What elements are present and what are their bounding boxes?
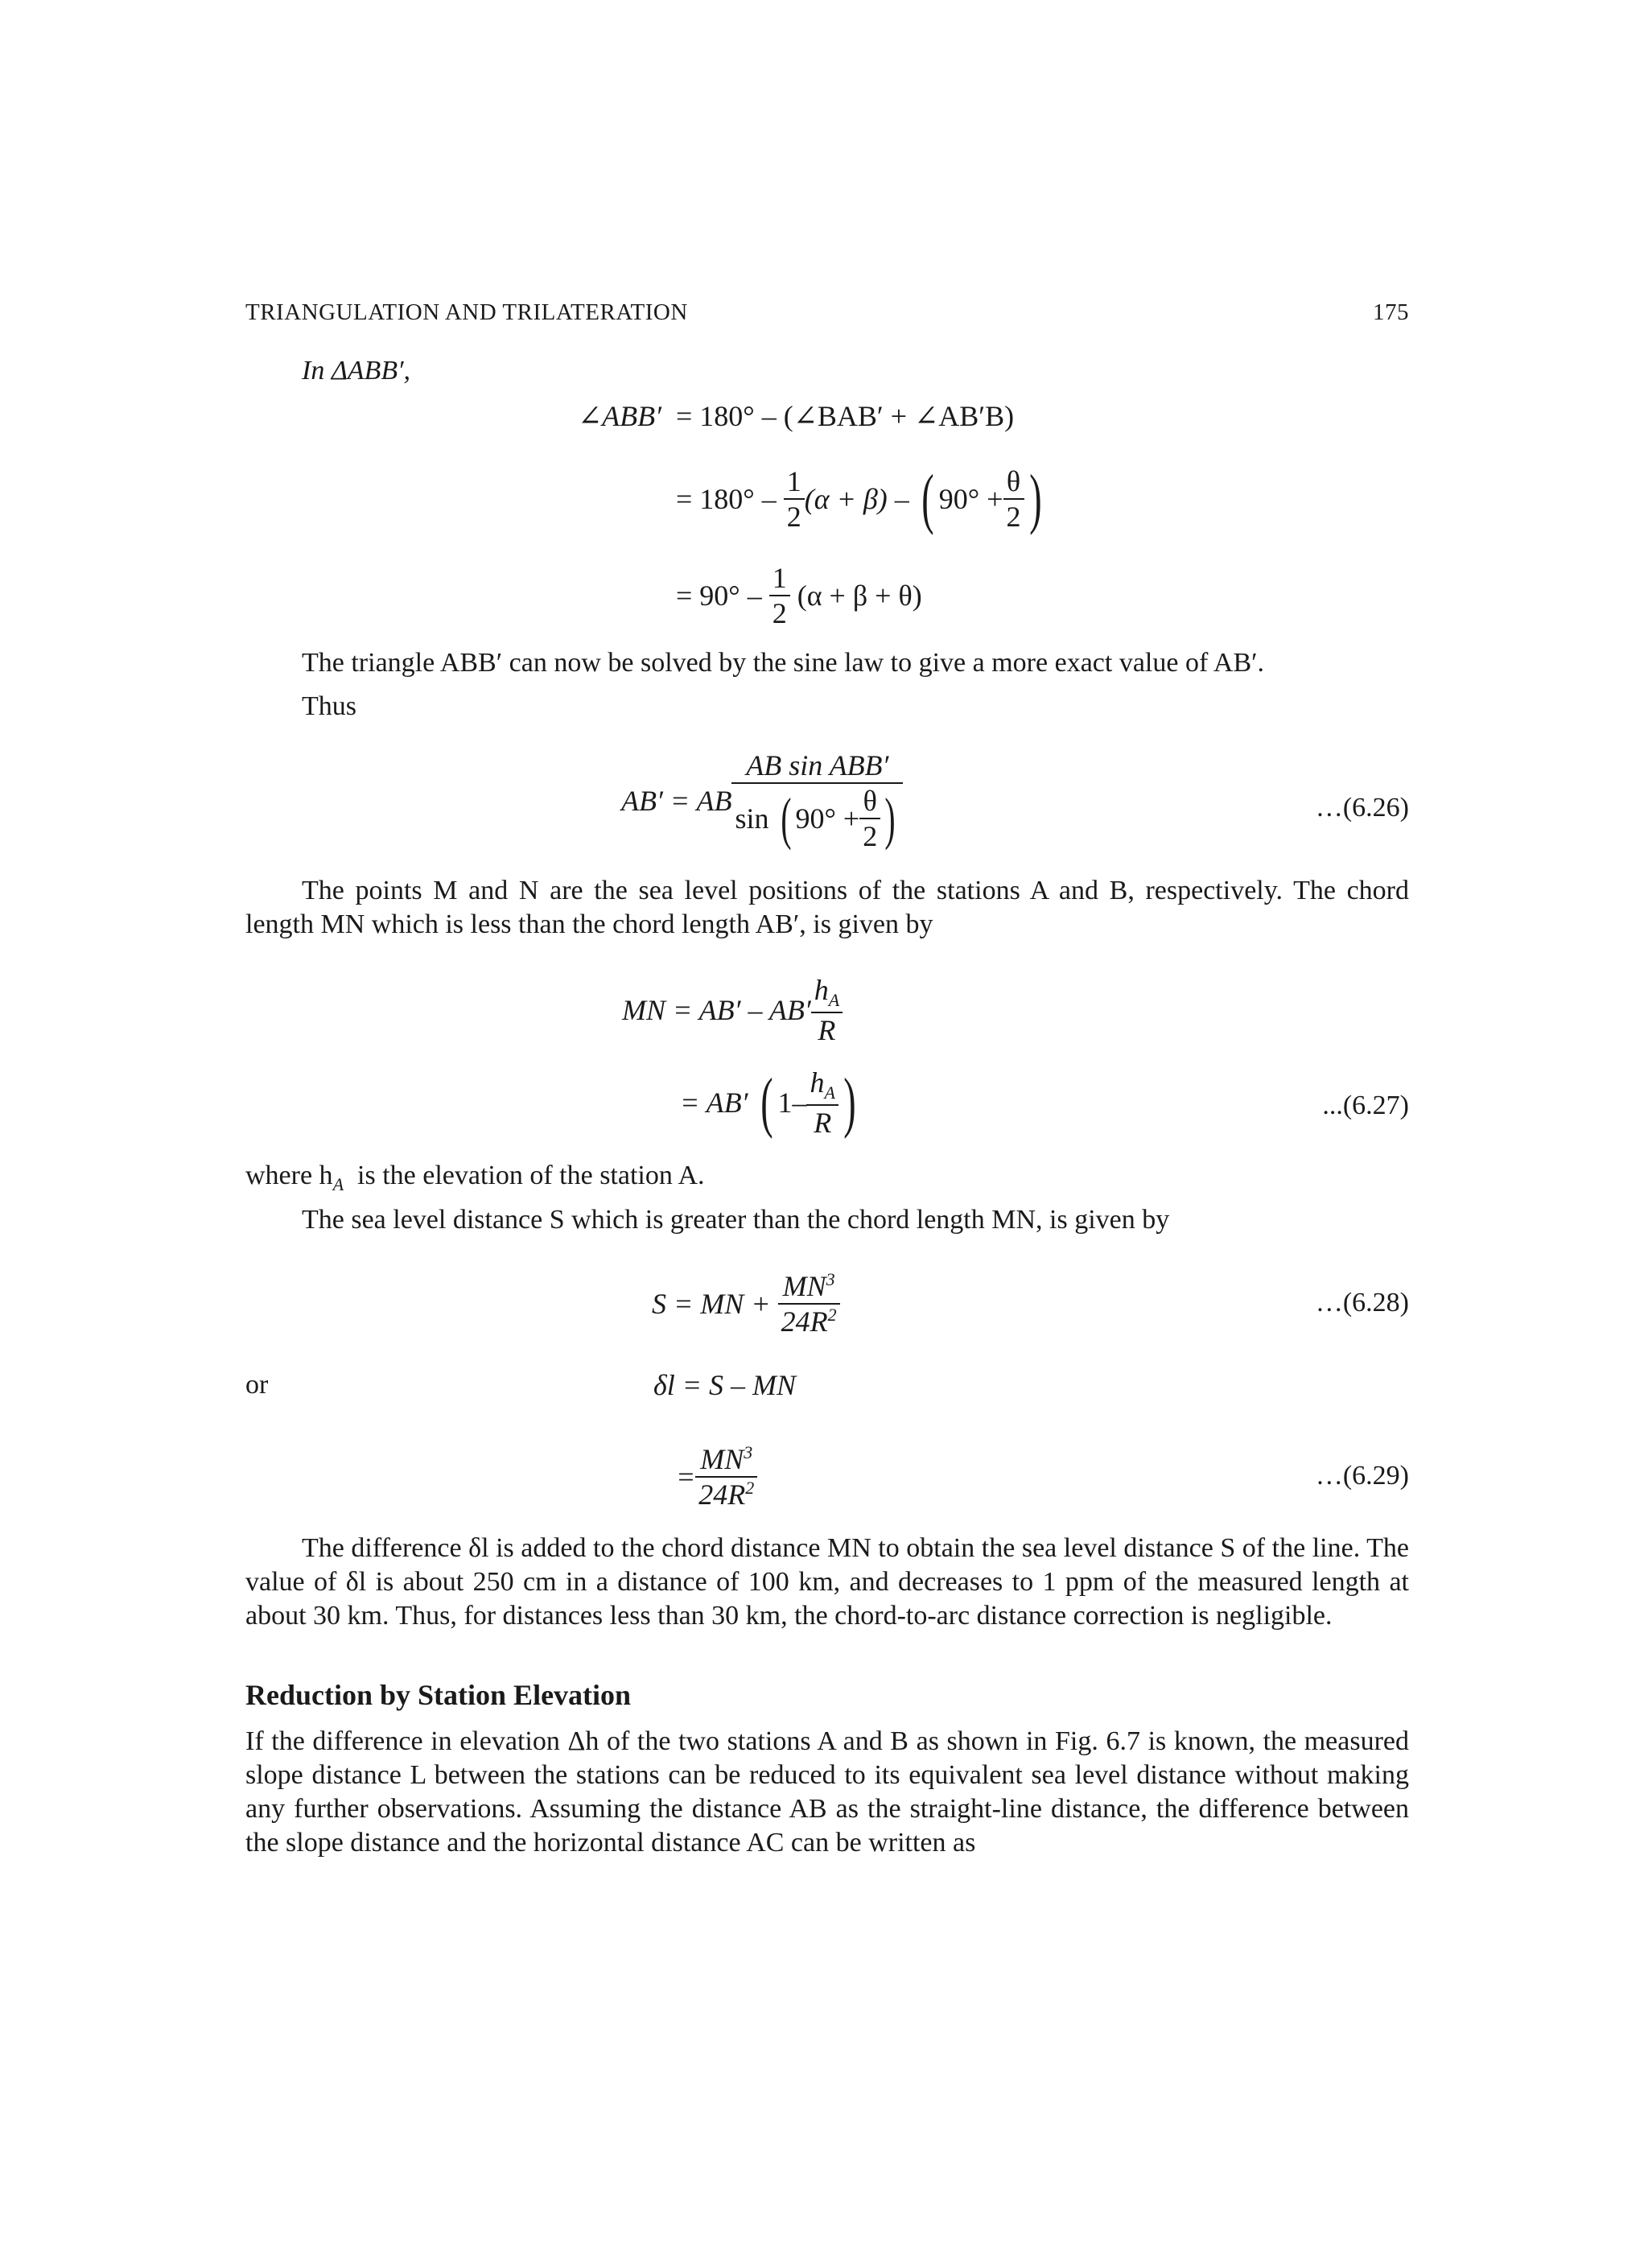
right-paren: ) bbox=[1028, 461, 1042, 536]
eq-abb-line3-b: (α + β + θ) bbox=[797, 579, 922, 612]
frac-den: 2 bbox=[784, 498, 805, 534]
theta-den: 2 bbox=[859, 818, 880, 853]
eq-628-lhs: S = MN + bbox=[652, 1288, 771, 1320]
frac-num: 1 bbox=[772, 562, 787, 594]
frac-den: R bbox=[811, 1012, 843, 1047]
theta-frac bbox=[1003, 464, 1024, 534]
eq-627-line2 bbox=[680, 1062, 861, 1143]
eq-abb-line3 bbox=[676, 555, 922, 636]
eq-abb-line3-frac bbox=[769, 561, 790, 630]
theta-frac bbox=[859, 784, 880, 853]
section-heading: Reduction by Station Elevation bbox=[245, 1679, 632, 1711]
eq-627-line1-frac bbox=[811, 973, 843, 1046]
eq-628-label: …(6.28) bbox=[1315, 1288, 1409, 1318]
eq-abb-line2-b: (α + β) – bbox=[804, 483, 909, 515]
where-rest: is the elevation of the station A. bbox=[357, 1161, 705, 1190]
eq-abb-line3-a: = 90° – bbox=[676, 579, 762, 612]
eq-626-label: …(6.26) bbox=[1315, 793, 1409, 823]
right-paren: ) bbox=[843, 1065, 856, 1140]
eq-629-line1: δl = S – MN bbox=[653, 1369, 797, 1401]
eq-629-frac bbox=[695, 1442, 757, 1511]
eq-627-line2-frac bbox=[806, 1066, 838, 1139]
eq-626-den-a: sin bbox=[735, 802, 769, 835]
left-paren: ( bbox=[921, 461, 934, 536]
where-sub: A bbox=[332, 1173, 344, 1194]
where-line bbox=[245, 1159, 705, 1202]
eq-629-eq: = bbox=[676, 1461, 696, 1493]
eq-627-line1 bbox=[622, 974, 843, 1046]
eq-628-frac bbox=[778, 1269, 840, 1338]
eq-abb-line2-c: 90° + bbox=[938, 483, 1003, 515]
den-text: 24R bbox=[698, 1478, 746, 1511]
h-sub: A bbox=[828, 990, 840, 1011]
para-difference: The difference δl is added to the chord distance MN to obtain the sea level distance S of the line. The value of δl is about 250 cm in a distance of 100 km, and decreases to 1 ppm of the measured length at about 30 km. Thus, for distances less than 30 km, the chord-to-arc distance correction is negligible. bbox=[245, 1533, 1409, 1631]
theta-den: 2 bbox=[1003, 498, 1024, 534]
para-sea-level: The sea level distance S which is greater than the chord length MN, is given by bbox=[302, 1205, 1170, 1235]
eq-abb-line2-frac bbox=[784, 464, 805, 534]
para-mn: The points M and N are the sea level positions of the stations A and B, respectively. The chord length MN which is less than the chord length AB′, is given by bbox=[245, 876, 1409, 939]
frac-num bbox=[806, 1066, 838, 1103]
eq-626-lhs: AB′ = AB bbox=[621, 785, 732, 817]
right-paren: ) bbox=[884, 786, 896, 851]
eq-629-label: …(6.29) bbox=[1315, 1461, 1409, 1491]
eq-abb-line2-a: = 180° – bbox=[676, 483, 777, 515]
theta-num: θ bbox=[863, 785, 877, 817]
h-symbol: h bbox=[810, 1066, 825, 1099]
h-sub: A bbox=[824, 1082, 835, 1103]
eq-abb-line1: = 180° – (∠BAB′ + ∠AB′B) bbox=[676, 400, 1015, 432]
eq-627-line2-b: 1– bbox=[777, 1087, 807, 1119]
left-paren: ( bbox=[780, 786, 792, 851]
para-reduction: If the difference in elevation Δh of the two stations A and B as shown in Fig. 6.7 is known, the measured slope distance L between the stations can be reduced to its equivalent sea level distance without making any further observations. Assuming the distance AB as the straight-line distance, the difference between the slope distance and the horizontal distance AC can be written as bbox=[245, 1726, 1409, 1858]
frac-den: 2 bbox=[769, 595, 790, 630]
eq-628 bbox=[652, 1260, 840, 1348]
eq-629-line2 bbox=[676, 1433, 757, 1521]
page-number: 175 bbox=[1373, 299, 1409, 325]
eq-627-label: ...(6.27) bbox=[1322, 1091, 1409, 1120]
eq-627-line2-a: = AB′ bbox=[680, 1087, 748, 1119]
eq-626 bbox=[621, 740, 903, 861]
frac-den bbox=[778, 1303, 840, 1338]
left-paren: ( bbox=[760, 1065, 773, 1140]
frac-num: 1 bbox=[786, 465, 801, 497]
theta-num: θ bbox=[1006, 465, 1021, 497]
where-text bbox=[245, 1161, 705, 1194]
frac-den bbox=[695, 1476, 757, 1511]
frac-num bbox=[778, 1269, 840, 1303]
den-sup: 2 bbox=[745, 1478, 755, 1498]
num-sup: 3 bbox=[744, 1442, 753, 1462]
den-text: 24R bbox=[781, 1305, 828, 1338]
eq-abb-line2 bbox=[676, 455, 1046, 543]
where-prefix: where h bbox=[245, 1161, 333, 1190]
eq-626-den-b: 90° + bbox=[795, 802, 860, 835]
den-sup: 2 bbox=[827, 1305, 837, 1325]
eq-626-frac bbox=[731, 748, 903, 853]
eq-626-num: AB sin ABB′ bbox=[746, 749, 889, 781]
num-sup: 3 bbox=[826, 1269, 835, 1289]
intro-label: In ΔABB′, bbox=[302, 356, 411, 386]
para-sine-law: The triangle ABB′ can now be solved by the sine law to give a more exact value of AB′. bbox=[302, 648, 1265, 678]
thus-label: Thus bbox=[302, 691, 356, 721]
or-label: or bbox=[245, 1370, 269, 1400]
eq-627-line1-a: MN = AB′ – AB′ bbox=[622, 994, 811, 1026]
h-symbol: h bbox=[814, 974, 829, 1007]
num-text: MN bbox=[782, 1270, 826, 1302]
frac-num bbox=[695, 1442, 757, 1476]
eq-abb-lhs: ∠ABB′ bbox=[578, 400, 662, 432]
num-text: MN bbox=[700, 1443, 744, 1475]
running-title: TRIANGULATION AND TRILATERATION bbox=[245, 299, 688, 325]
frac-num bbox=[811, 973, 843, 1011]
eq-626-den bbox=[731, 782, 903, 853]
frac-den: R bbox=[806, 1104, 838, 1140]
